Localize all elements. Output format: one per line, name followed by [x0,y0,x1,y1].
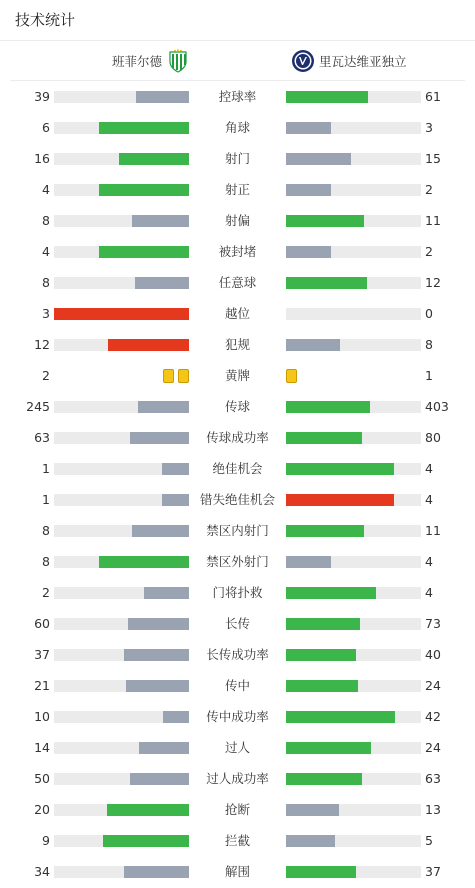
home-bar-track [54,804,189,816]
away-value: 37 [425,864,441,879]
home-bar-track [54,618,189,630]
stat-row [0,701,475,732]
away-bar-fill [286,525,364,537]
away-bar-fill [286,277,367,289]
yellow-card-icon [286,369,297,383]
stat-row [0,453,475,484]
away-bar-track [286,804,421,816]
stat-row [0,577,475,608]
home-bar-track [54,153,189,165]
stat-row [0,174,475,205]
stat-label: 射正 [224,182,250,197]
home-bar-fill [103,835,189,847]
away-value: 61 [425,89,441,104]
stat-row [0,515,475,546]
home-bar-fill [126,680,189,692]
stat-label: 绝佳机会 [212,461,263,476]
away-value: 4 [425,585,433,600]
home-bar-track [54,215,189,227]
away-bar-fill [286,339,340,351]
home-bar-track [54,649,189,661]
stat-label: 黄牌 [224,368,250,383]
stat-label: 传球成功率 [206,430,269,445]
away-bar-fill [286,246,331,258]
stat-label: 拦截 [224,833,250,848]
home-bar-track [54,246,189,258]
stat-label: 门将扑救 [212,585,263,600]
away-value: 24 [425,678,441,693]
away-team-badge-icon [291,49,315,73]
stat-row [0,484,475,515]
stat-row [0,608,475,639]
home-bar-fill [139,742,189,754]
stat-row [0,546,475,577]
home-bar-track [54,494,189,506]
away-bar-fill [286,184,331,196]
home-bar-track [54,742,189,754]
away-value: 40 [425,647,441,662]
away-value: 4 [425,554,433,569]
home-team[interactable] [112,41,188,81]
home-value: 60 [34,616,50,631]
away-value: 11 [425,213,441,228]
home-bar-fill [136,91,189,103]
away-bar-track [286,339,421,351]
stat-row [0,267,475,298]
away-bar-track [286,525,421,537]
away-bar-track [286,153,421,165]
away-value: 11 [425,523,441,538]
stat-row [0,143,475,174]
yellow-card-icon [178,369,189,383]
away-bar-fill [286,866,356,878]
away-value: 4 [425,461,433,476]
away-bar-fill [286,742,371,754]
away-bar-fill [286,773,362,785]
away-bar-track [286,277,421,289]
away-bar-track [286,308,421,320]
stat-row [0,236,475,267]
away-bar-track [286,122,421,134]
away-value: 8 [425,337,433,352]
home-value: 16 [34,151,50,166]
stat-row [0,732,475,763]
home-yellow-cards [163,369,189,383]
home-value: 4 [42,244,50,259]
away-bar-fill [286,804,339,816]
away-value: 12 [425,275,441,290]
away-value: 73 [425,616,441,631]
home-bar-track [54,711,189,723]
teams-header [10,41,465,81]
home-bar-fill [135,277,189,289]
away-bar-fill [286,153,351,165]
away-bar-track [286,618,421,630]
away-bar-fill [286,215,364,227]
home-bar-track [54,432,189,444]
home-value: 8 [42,554,50,569]
stat-label: 错失绝佳机会 [199,492,275,507]
away-bar-track [286,742,421,754]
home-value: 9 [42,833,50,848]
away-value: 2 [425,182,433,197]
away-bar-fill [286,587,376,599]
away-team-name: 里瓦达维亚独立 [319,54,407,69]
away-bar-track [286,184,421,196]
away-value: 3 [425,120,433,135]
away-bar-track [286,401,421,413]
home-bar-track [54,122,189,134]
home-value: 8 [42,523,50,538]
home-value: 10 [34,709,50,724]
stat-row [0,639,475,670]
home-bar-fill [99,184,189,196]
home-bar-track [54,525,189,537]
home-value: 6 [42,120,50,135]
stat-row [0,112,475,143]
stat-row [0,360,475,391]
home-bar-fill [119,153,189,165]
stat-row [0,670,475,701]
stat-label: 抢断 [224,802,250,817]
away-bar-fill [286,432,362,444]
home-bar-track [54,277,189,289]
home-bar-fill [99,556,189,568]
stat-row [0,205,475,236]
home-team-badge-icon [168,49,188,73]
away-bar-fill [286,680,358,692]
away-bar-fill [286,556,331,568]
home-bar-fill [108,339,189,351]
home-bar-fill [144,587,189,599]
away-value: 1 [425,368,433,383]
home-bar-track [54,463,189,475]
home-value: 21 [34,678,50,693]
away-bar-track [286,432,421,444]
away-value: 15 [425,151,441,166]
home-bar-fill [162,494,189,506]
home-value: 8 [42,275,50,290]
home-bar-track [54,680,189,692]
home-value: 245 [26,399,50,414]
stat-row [0,298,475,329]
home-bar-fill [130,773,189,785]
home-value: 1 [42,492,50,507]
away-bar-fill [286,401,370,413]
away-value: 80 [425,430,441,445]
home-value: 20 [34,802,50,817]
home-bar-track [54,184,189,196]
away-value: 2 [425,244,433,259]
away-bar-fill [286,122,331,134]
home-bar-track [54,401,189,413]
home-value: 2 [42,585,50,600]
home-bar-fill [99,246,189,258]
stat-label: 传中 [224,678,250,693]
stat-label: 禁区内射门 [206,523,269,538]
away-bar-track [286,773,421,785]
home-bar-fill [163,711,189,723]
stats-list [0,81,475,887]
stat-label: 角球 [224,120,250,135]
home-bar-fill [130,432,189,444]
away-bar-fill [286,618,360,630]
away-value: 63 [425,771,441,786]
stat-label: 传中成功率 [206,709,269,724]
home-bar-track [54,587,189,599]
away-value: 13 [425,802,441,817]
away-bar-track [286,711,421,723]
home-bar-track [54,866,189,878]
stat-row [0,329,475,360]
stat-label: 长传 [224,616,250,631]
stat-label: 被封堵 [218,244,257,259]
home-bar-fill [124,649,189,661]
stat-row [0,391,475,422]
away-bar-track [286,680,421,692]
away-bar-track [286,556,421,568]
home-bar-fill [99,122,189,134]
home-value: 8 [42,213,50,228]
stat-row [0,763,475,794]
home-team-name: 班菲尔德 [111,54,162,69]
stat-label: 传球 [224,399,250,414]
stat-label: 射偏 [224,213,250,228]
stat-label: 犯规 [224,337,250,352]
page-title: 技术统计 [15,11,76,29]
home-value: 14 [34,740,50,755]
away-bar-track [286,649,421,661]
away-bar-track [286,866,421,878]
away-bar-track [286,246,421,258]
stat-row [0,794,475,825]
away-team[interactable] [291,41,407,81]
away-bar-track [286,494,421,506]
home-bar-track [54,835,189,847]
away-bar-fill [286,649,356,661]
home-bar-fill [128,618,189,630]
home-value: 37 [34,647,50,662]
stat-label: 射门 [224,151,250,166]
home-bar-track [54,339,189,351]
stat-row [0,422,475,453]
home-value: 4 [42,182,50,197]
stat-label: 过人 [224,740,250,755]
away-value: 5 [425,833,433,848]
home-bar-track [54,556,189,568]
away-value: 403 [425,399,449,414]
home-bar-fill [132,525,189,537]
away-value: 24 [425,740,441,755]
home-bar-fill [107,804,189,816]
home-bar-fill [132,215,189,227]
yellow-card-icon [163,369,174,383]
away-bar-track [286,463,421,475]
stat-row [0,856,475,887]
home-value: 39 [34,89,50,104]
home-bar-fill [124,866,189,878]
home-bar-fill [162,463,189,475]
home-value: 12 [34,337,50,352]
away-bar-fill [286,835,335,847]
away-bar-fill [286,91,368,103]
away-bar-fill [286,494,394,506]
home-value: 50 [34,771,50,786]
stat-label: 长传成功率 [206,647,269,662]
stat-row [0,81,475,112]
stat-row [0,825,475,856]
stat-label: 任意球 [218,275,257,290]
home-bar-track [54,773,189,785]
away-value: 4 [425,492,433,507]
home-bar-track [54,308,189,320]
stat-label: 过人成功率 [206,771,269,786]
away-bar-track [286,587,421,599]
stat-label: 解围 [224,864,250,879]
home-bar-fill [138,401,189,413]
home-value: 2 [42,368,50,383]
home-bar-track [54,91,189,103]
away-bar-fill [286,711,395,723]
away-value: 0 [425,306,433,321]
away-value: 42 [425,709,441,724]
home-value: 63 [34,430,50,445]
away-bar-track [286,835,421,847]
home-value: 3 [42,306,50,321]
home-value: 34 [34,864,50,879]
stat-label: 禁区外射门 [206,554,269,569]
home-bar-fill [54,308,189,320]
stat-label: 越位 [224,306,250,321]
stat-label: 控球率 [218,89,257,104]
away-bar-fill [286,463,394,475]
away-bar-track [286,215,421,227]
away-yellow-cards [286,369,297,383]
away-bar-track [286,91,421,103]
home-value: 1 [42,461,50,476]
